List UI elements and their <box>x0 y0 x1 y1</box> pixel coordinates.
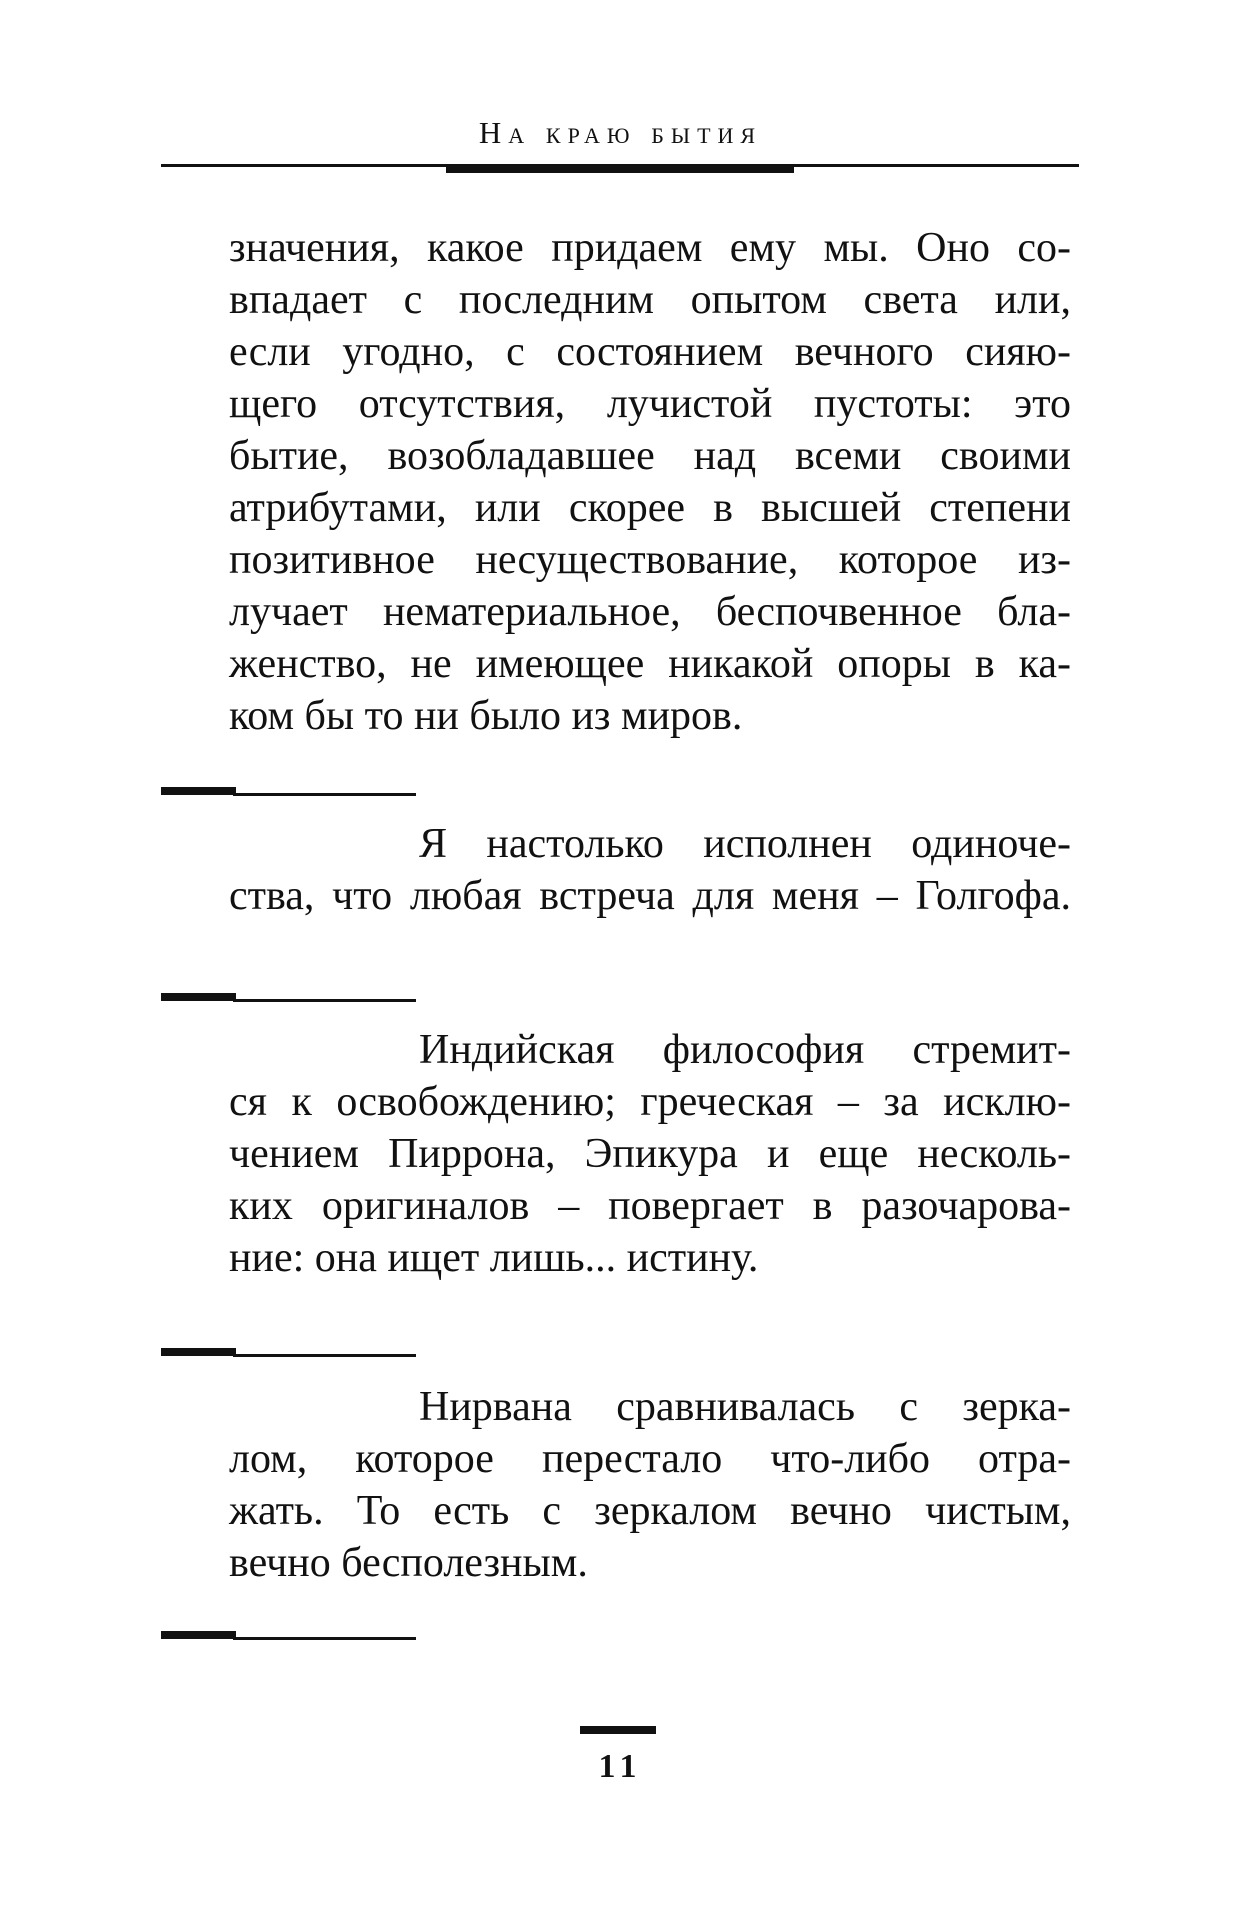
aphorism <box>229 818 1071 922</box>
text-line: Я настолько исполнен одиноче- <box>419 821 1071 867</box>
paragraph-continuation <box>229 222 1071 742</box>
text-line: щего отсутствия, лучистой пустоты: это <box>229 381 1071 427</box>
text-line: ние: она ищет лишь... истину. <box>229 1235 759 1281</box>
page-number: 11 <box>598 1748 643 1785</box>
section-separator <box>161 1628 416 1642</box>
running-header-title: На краю бытия <box>478 115 763 150</box>
text-line: атрибутами, или скорее в высшей степени <box>229 485 1071 531</box>
aphorism <box>229 1381 1071 1589</box>
folio-rule <box>580 1726 656 1734</box>
text-line: бытие, возобладавшее над всеми своими <box>229 433 1071 479</box>
header-rule-accent <box>446 164 794 173</box>
text-line: ства, что любая встреча для меня – Голгофа. <box>229 873 1071 919</box>
text-line: значения, какое придаем ему мы. Оно со- <box>229 225 1071 271</box>
text-line: вечно бесполезным. <box>229 1540 588 1586</box>
text-line: ких оригиналов – повергает в разочарова- <box>229 1183 1071 1229</box>
aphorism <box>229 1024 1071 1284</box>
text-line: жать. То есть с зеркалом вечно чистым, <box>229 1488 1071 1534</box>
section-separator <box>161 1345 416 1359</box>
text-line: Индийская философия стремит- <box>419 1027 1071 1073</box>
text-line: лучает нематериальное, беспочвенное бла- <box>229 589 1071 635</box>
text-line: чением Пиррона, Эпикура и еще несколь- <box>229 1131 1071 1177</box>
section-separator <box>161 784 416 798</box>
section-separator <box>161 990 416 1004</box>
text-line: впадает с последним опытом света или, <box>229 277 1071 323</box>
text-line: женство, не имеющее никакой опоры в ка- <box>229 641 1071 687</box>
text-line: Нирвана сравнивалась с зерка- <box>419 1384 1071 1430</box>
text-line: лом, которое перестало что-либо отра- <box>229 1436 1071 1482</box>
text-line: ся к освобождению; греческая – за исклю- <box>229 1079 1071 1125</box>
text-line: ком бы то ни было из миров. <box>229 693 743 739</box>
text-line: если угодно, с состоянием вечного сияю- <box>229 329 1071 375</box>
text-line: позитивное несуществование, которое из- <box>229 537 1071 583</box>
